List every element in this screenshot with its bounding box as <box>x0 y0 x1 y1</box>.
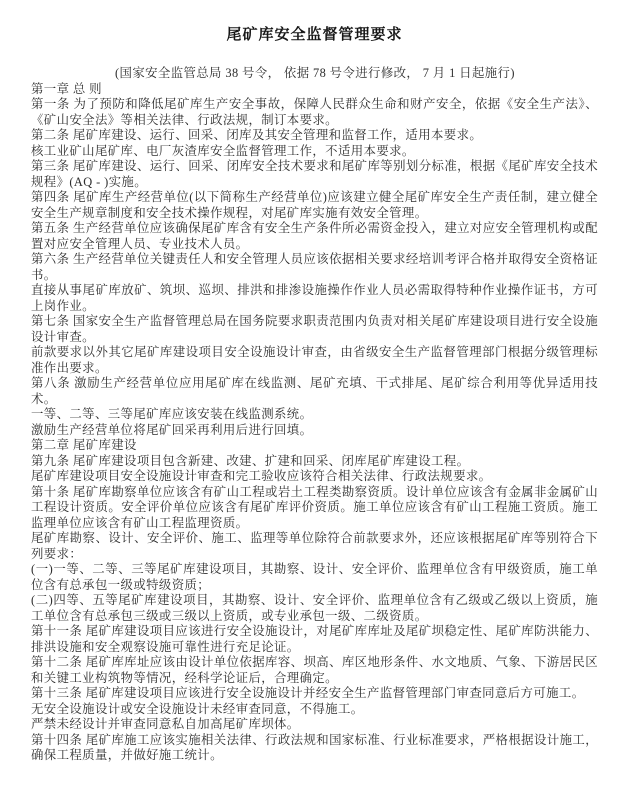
paragraph: 核工业矿山尾矿库、电厂灰渣库安全监督管理工作，不适用本要求。 <box>31 143 415 158</box>
paragraph: 第三条 尾矿库建设、运行、回采、闭库安全技术要求和尾矿库等别划分标准，根据《尾矿库安全技术规程》(AQ - )实施。 <box>31 159 598 189</box>
paragraph: 第九条 尾矿库建设项目包含新建、改建、扩建和回采、闭库尾矿库建设工程。 <box>31 453 470 468</box>
document-title: 尾矿库安全监督管理要求 <box>226 27 403 43</box>
paragraph: 第七条 国家安全生产监督管理总局在国务院要求职责范围内负责对相关尾矿库建设项目进行安全设施设计审查。 <box>31 314 598 344</box>
paragraph: 第一条 为了预防和降低尾矿库生产安全事故，保障人民群众生命和财产安全，依据《安全生产法》、《矿山安全法》等相关法律、行政法规，制订本要求。 <box>31 97 598 127</box>
paragraph: 第四条 尾矿库生产经营单位(以下简称生产经营单位)应该建立健全尾矿库安全生产责任制，建立健全安全生产规章制度和安全技术操作规程，对尾矿库实施有效安全管理。 <box>31 190 598 220</box>
paragraph: 第十一条 尾矿库建设项目应该进行安全设施设计，对尾矿库库址及尾矿坝稳定性、尾矿库防洪能力、排洪设施和安全观察设施可靠性进行充足论证。 <box>31 624 598 654</box>
paragraph: 第一章 总 则 <box>31 81 102 96</box>
paragraph: 尾矿库建设项目安全设施设计审查和完工验收应该符合相关法律、行政法规要求。 <box>31 469 492 483</box>
paragraph: 第十条 尾矿库勘察单位应该含有矿山工程或岩土工程类勘察资质。设计单位应该含有金属非金属矿山工程设计资质。安全评价单位应该含有尾矿库评价资质。施工单位应该含有矿山工程施工资质。施工监理单位应该含有矿山工程监理资质。 <box>31 484 598 530</box>
paragraph: 严禁未经设计并审查同意私自加高尾矿库坝体。 <box>31 717 300 731</box>
paragraph: 第二章 尾矿库建设 <box>31 438 137 452</box>
paragraph: 直接从事尾矿库放矿、筑坝、巡坝、排洪和排渗设施操作作业人员必需取得特种作业操作证书，方可上岗作业。 <box>31 283 598 313</box>
paragraph: 第八条 激励生产经营单位应用尾矿库在线监测、尾矿充填、干式排尾、尾矿综合利用等优异适用技术。 <box>31 376 598 406</box>
paragraph: 第六条 生产经营单位关键责任人和安全管理人员应该依据相关要求经培训考评合格并取得安全资格证书。 <box>31 252 598 282</box>
paragraph: 第二条 尾矿库建设、运行、回采、闭库及其安全管理和监督工作，适用本要求。 <box>31 128 483 142</box>
paragraph: 第十二条 尾矿库库址应该由设计单位依据库容、坝高、库区地形条件、水文地质、气象、下游居民区和关键工业构筑物等情况，经科学论证后，合理确定。 <box>31 655 598 685</box>
paragraph: (二)四等、五等尾矿库建设项目，其勘察、设计、安全评价、监理单位含有乙级或乙级以上资质，施工单位含有总承包三级或三级以上资质，或专业承包一级、二级资质。 <box>31 593 598 623</box>
paragraph: (一)一等、二等、三等尾矿库建设项目，其勘察、设计、安全评价、监理单位含有甲级资质，施工单位含有总承包一级或特级资质； <box>31 562 598 592</box>
document-subtitle: (国家安全监管总局 38 号令， 依据 78 号令进行修改， 7 月 1 日起施行) <box>115 66 515 80</box>
paragraph: 第五条 生产经营单位应该确保尾矿库含有安全生产条件所必需资金投入，建立对应安全管理机构或配置对应安全管理人员、专业技术人员。 <box>31 221 598 251</box>
paragraph: 激励生产经营单位将尾矿回采再利用后进行回填。 <box>31 422 313 437</box>
paragraph: 一等、二等、三等尾矿库应该安装在线监测系统。 <box>31 407 313 421</box>
paragraph: 第十三条 尾矿库建设项目应该进行安全设施设计并经安全生产监督管理部门审查同意后方可施工。 <box>31 686 585 700</box>
paragraph: 尾矿库勘察、设计、安全评价、施工、监理等单位除符合前款要求外，还应该根据尾矿库等别符合下列要求： <box>31 531 598 561</box>
paragraph: 第十四条 尾矿库施工应该实施相关法律、行政法规和国家标准、行业标准要求，严格根据设计施工，确保工程质量，并做好施工统计。 <box>31 732 598 762</box>
document-body <box>31 82 598 764</box>
paragraph: 前款要求以外其它尾矿库建设项目安全设施设计审查，由省级安全生产监督管理部门根据分级管理标准作出要求。 <box>31 345 598 375</box>
paragraph: 无安全设施设计或安全设施设计未经审查同意，不得施工。 <box>31 701 364 716</box>
